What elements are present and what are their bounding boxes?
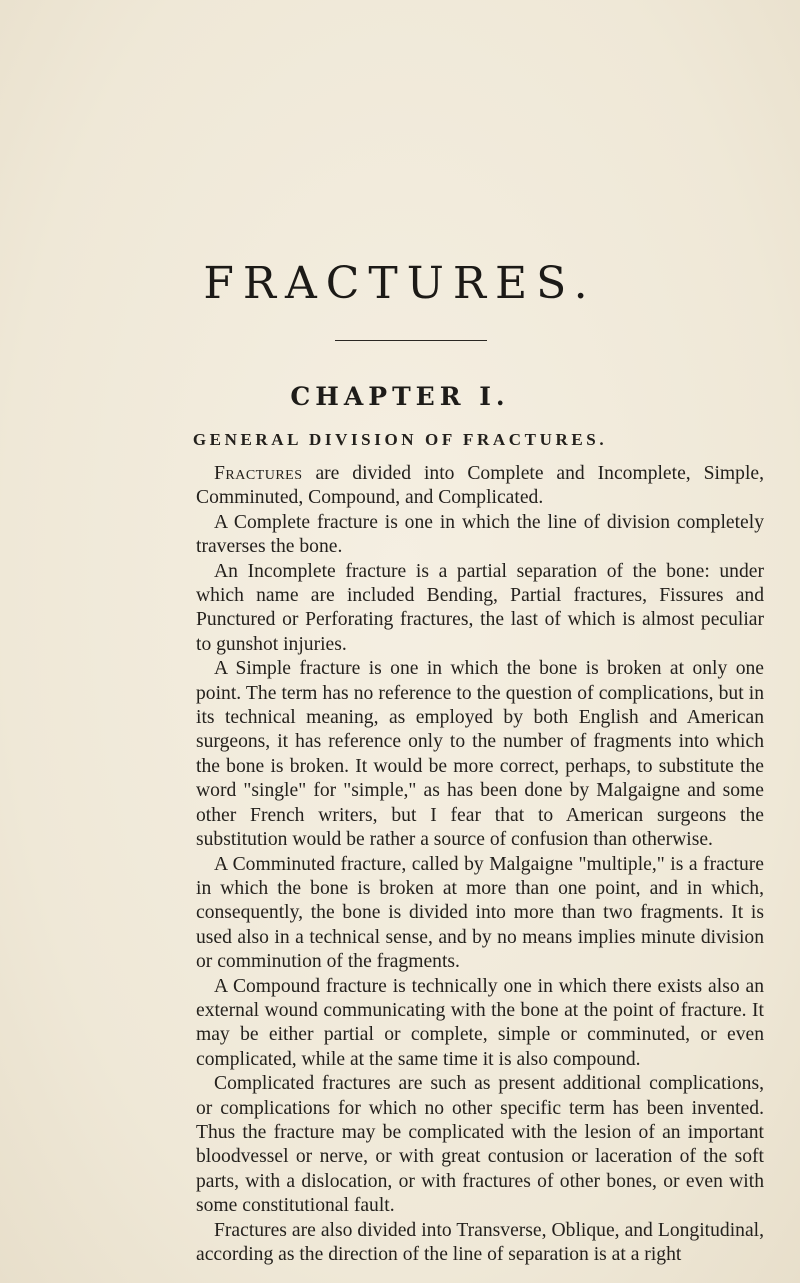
paragraph-text: A Comminuted fracture, called by Malgaigne "multiple," is a fracture in which the bone is broken at more than one point, and in which, consequently, the bone is divided into more than two fragments. It is used also in a technical sense, and by no means implies minute division or comminution of the fragments. xyxy=(196,853,764,973)
paragraph-3 xyxy=(196,560,764,658)
paragraph-7 xyxy=(196,1072,764,1218)
paragraph-lead: Fractures xyxy=(214,463,303,484)
paragraph-text: A Simple fracture is one in which the bone is broken at only one point. The term has no reference to the question of complications, but in its technical meaning, as employed by both English and American surgeons, it has reference only to the number of fragments into which the bone is broken. It would be more correct, perhaps, to substitute the word "single" for "simple," as has been done by Malgaigne and some other French writers, but I fear that to American surgeons the substitution would be rather a source of confusion than otherwise. xyxy=(196,658,764,851)
paragraph-text: An Incomplete fracture is a partial separation of the bone: under which name are included Bending, Partial fractures, Fissures and Punctured or Perforating fractures, the last of which is almost peculiar to gunshot injuries. xyxy=(196,560,764,655)
paragraph-text: are divided into Complete and Incomplete, Simple, Comminuted, Compound, and Complicated. xyxy=(196,463,764,509)
paragraph-2 xyxy=(196,511,764,560)
paragraph-1 xyxy=(196,462,764,511)
section-heading: GENERAL DIVISION OF FRACTURES. xyxy=(192,430,608,449)
chapter-heading: CHAPTER I. xyxy=(290,382,510,411)
page-title: FRACTURES. xyxy=(203,258,597,309)
paragraph-4 xyxy=(196,657,764,852)
paragraph-8 xyxy=(196,1219,764,1268)
paragraph-text: A Compound fracture is technically one in which there exists also an external wound communicating with the bone at the point of fracture. It may be either partial or complete, simple or comminuted, or even complicated, while at the same time it is also compound. xyxy=(196,975,764,1070)
paragraph-text: A Complete fracture is one in which the line of division completely traverses the bone. xyxy=(196,511,764,558)
paragraph-5 xyxy=(196,853,764,975)
paragraph-text: Complicated fractures are such as present additional complications, or complications for which no other specific term has been invented. Thus the fracture may be complicated with the lesion of an important bloodvessel or nerve, or with great contusion or laceration of the soft parts, with a dislocation, or with fractures of other bones, or even with some constitutional fault. xyxy=(196,1073,764,1217)
title-divider xyxy=(335,340,487,341)
body-text xyxy=(196,462,764,1267)
paragraph-6 xyxy=(196,975,764,1073)
paragraph-text: Fractures are also divided into Transverse, Oblique, and Longitudinal, according as the direction of the line of separation is at a right xyxy=(196,1219,764,1265)
